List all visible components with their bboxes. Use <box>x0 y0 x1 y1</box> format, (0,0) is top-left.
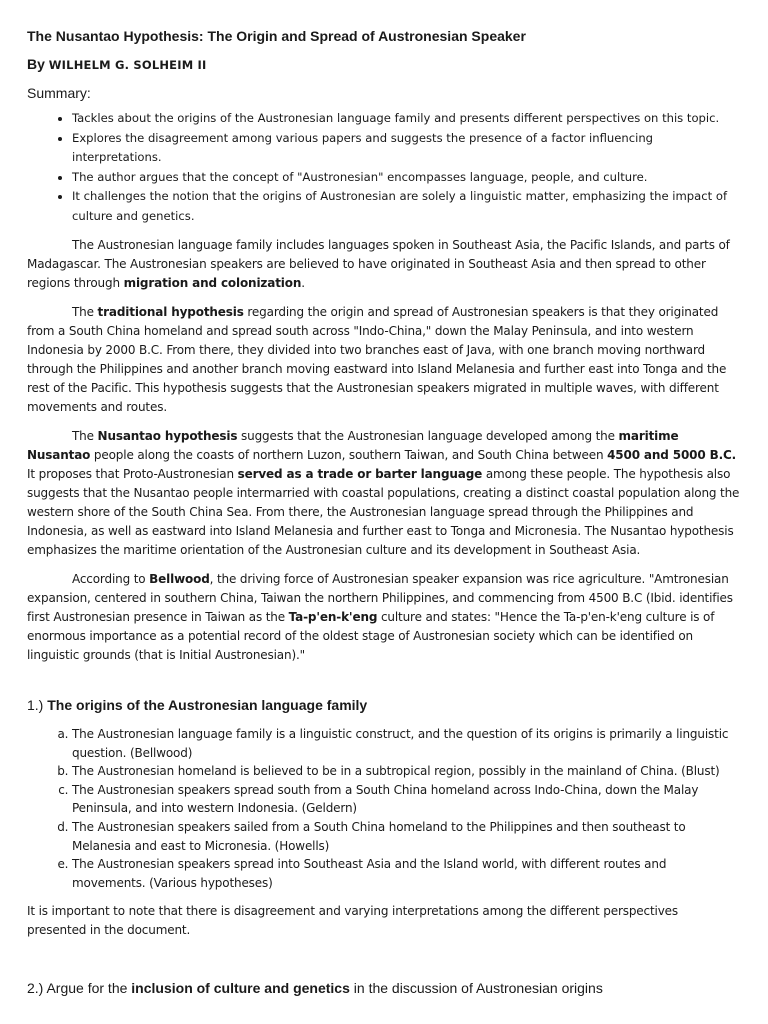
origins-item: c. The Austronesian speakers spread south from a South China homeland across Indo-China, down the Malay Peninsula, and into western Indonesia. (Geldern) <box>72 781 740 818</box>
byline-by: By <box>27 56 45 72</box>
section-number: 1.) <box>27 697 48 713</box>
document-title: The Nusantao Hypothesis: The Origin and Spread of Austronesian Speaker <box>27 28 526 44</box>
paragraph-text: among these people. The hypothesis also suggests that the Nusantao people intermarried with coastal populations, creating a distinct coastal population along the western shore of the South China Sea. From there, the Austronesian language spread through the Philippines and Indonesia, as well as eastward into Island Melanesia and further east to Tonga and Micronesia. The Nusantao hypothesis emphasizes the maritime orientation of the Austronesian culture and its development in Southeast Asia. <box>27 467 740 557</box>
summary-list <box>27 109 740 226</box>
section-bold: inclusion of culture and genetics <box>131 980 350 997</box>
emphasis-text: Ta-p'en-k'eng <box>288 610 378 624</box>
emphasis-text: maritime Nusantao <box>27 429 679 462</box>
summary-item: • Tackles about the origins of the Austronesian language family and presents different perspectives on this topic. <box>72 109 740 129</box>
paragraph-text: The <box>72 429 98 443</box>
paragraph-text: suggests that the Austronesian language developed among the <box>237 429 619 443</box>
paragraph-text: , the driving force of Austronesian speaker expansion was rice agriculture. "Amtronesian expansion, centered in southern China, Taiwan the northern Philippines, and commencing from 4500 B.C (Ibid. identifies first Austronesian presence in Taiwan as the <box>27 572 733 624</box>
section-heading-origins <box>27 695 740 715</box>
paragraph-text: culture and states: "Hence the Ta-p'en-k'eng culture is of enormous importance as a potential record of the oldest stage of Austronesian society which can be identified on linguistic grounds (that is Initial Austronesian)." <box>27 610 715 662</box>
section-heading-culture-genetics <box>27 978 740 998</box>
origins-item: e. The Austronesian speakers spread into Southeast Asia and the Island world, with different routes and movements. (Various hypotheses) <box>72 855 740 892</box>
byline <box>27 54 740 75</box>
paragraph-text: According to <box>72 572 150 586</box>
paragraph-traditional-hypothesis <box>27 303 740 417</box>
section-title: The origins of the Austronesian language family <box>47 697 368 713</box>
summary-label: Summary: <box>27 85 91 101</box>
origins-item: b. The Austronesian homeland is believed to be in a subtropical region, possibly in the mainland of China. (Blust) <box>72 762 740 781</box>
origins-item: a. The Austronesian language family is a linguistic construct, and the question of its origins is primarily a linguistic question. (Bellwood) <box>72 725 740 762</box>
summary-item: • Explores the disagreement among various papers and suggests the presence of a factor influencing interpretations. <box>72 129 740 168</box>
summary-item: • The author argues that the concept of "Austronesian" encompasses language, people, and culture. <box>72 168 740 188</box>
paragraph-text: people along the coasts of northern Luzon, southern Taiwan, and South China between <box>90 448 608 462</box>
emphasis-text: Nusantao hypothesis <box>97 429 238 443</box>
paragraph-bellwood <box>27 570 740 665</box>
paragraph-text: It proposes that Proto-Austronesian <box>27 467 238 481</box>
paragraph-nusantao-hypothesis <box>27 427 740 560</box>
paragraph-text: The Austronesian language family includes languages spoken in Southeast Asia, the Pacific Islands, and parts of Madagascar. The Austronesian speakers are believed to have originated in Southeast Asia and then spread to other regions through <box>27 238 730 290</box>
section-prefix: 2.) Argue for the <box>27 980 132 997</box>
origins-item: d. The Austronesian speakers sailed from a South China homeland to the Philippines and then southeast to Melanesia and east to Micronesia. (Howells) <box>72 818 740 855</box>
emphasis-text: Bellwood <box>149 572 210 586</box>
paragraph-intro <box>27 236 740 293</box>
section-suffix: in the discussion of Austronesian origins <box>349 980 603 997</box>
emphasis-text: served as a trade or barter language <box>237 467 483 481</box>
emphasis-text: migration and colonization <box>123 276 302 290</box>
paragraph-text: The <box>72 305 98 319</box>
disagreement-note: It is important to note that there is disagreement and varying interpretations among the different perspectives presented in the document. <box>27 904 679 938</box>
emphasis-text: traditional hypothesis <box>97 305 244 319</box>
paragraph-text: . <box>301 276 305 290</box>
paragraph-text: regarding the origin and spread of Austronesian speakers is that they originated from a South China homeland and spread south across "Indo-China," down the Malay Peninsula, and into western Indonesia by 2000 B.C. From there, they divided into two branches east of Java, with one branch moving northward through the Philippines and another branch moving eastward into Island Melanesia and further east into Tonga and the rest of the Pacific. This hypothesis suggests that the Austronesian speakers migrated in multiple waves, with different movements and routes. <box>27 305 727 414</box>
summary-item: • It challenges the notion that the origins of Austronesian are solely a linguistic matter, emphasizing the impact of culture and genetics. <box>72 187 740 226</box>
author-name: WILHELM G. SOLHEIM II <box>48 58 207 72</box>
emphasis-text: 4500 and 5000 B.C. <box>607 448 737 462</box>
origins-list <box>27 725 740 892</box>
